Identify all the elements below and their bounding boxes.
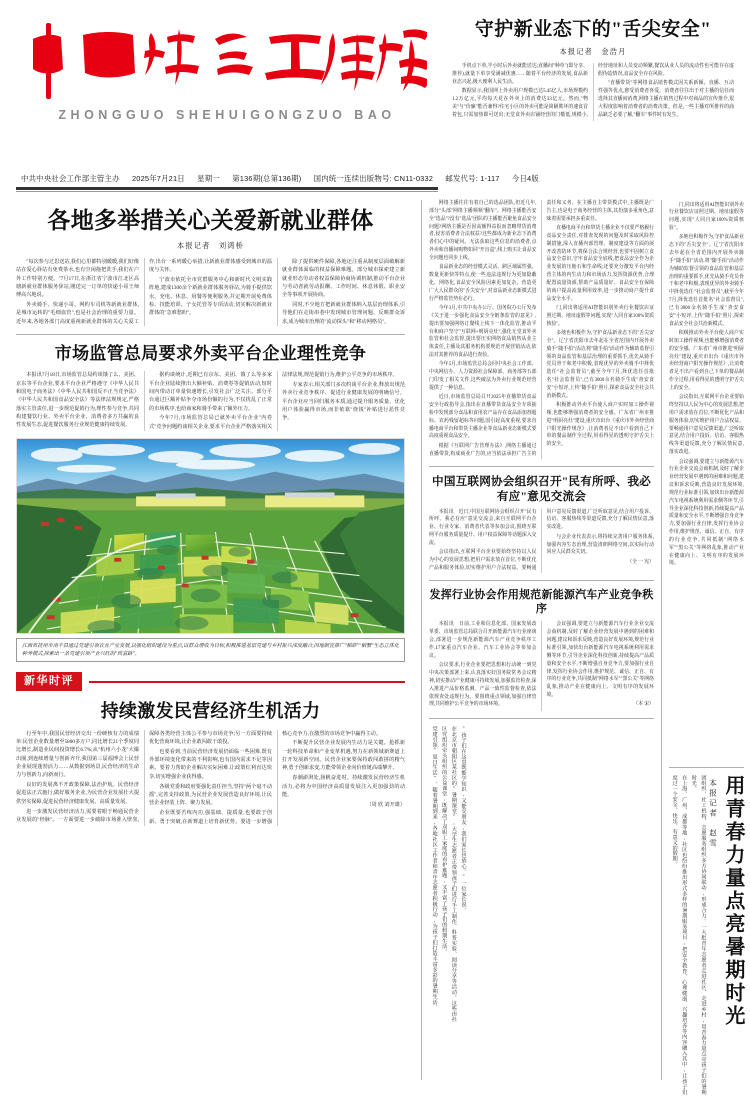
masthead-left xyxy=(16,14,438,122)
commentary-body xyxy=(16,730,405,826)
info-cn-number: 国内统一连续出版物号: CN11-0332 xyxy=(313,174,434,183)
right-lead-headline: 守护新业态下的"舌尖安全" xyxy=(474,19,712,40)
section-divider xyxy=(429,580,654,581)
paragraph: 门,同出将适用AI智能识别外卖行业餐饮店证照过期、地址虚假等问题,实现"人同自家100%资质核验"。 xyxy=(546,305,654,327)
info-date: 2025年7月21日 xyxy=(131,174,185,183)
info-pages: 今日4版 xyxy=(511,174,539,183)
paragraph: 会议指出,互联网平台企业要始终坚持以人民为中心的发展思想,把用户需求放在首位,不断优化产品和服务体验,切实维护用户合法权益。要畅通用户意见反馈渠道,广泛听取意见,结合用户投诉、信访、客服热线等渠道反馈,充分了解民情民意,落实改进。 xyxy=(669,395,744,456)
masthead-info-line xyxy=(16,173,539,184)
lead-byline: 本报记者 刘鸿桥 xyxy=(176,241,245,250)
info-weekday: 星期一 xyxy=(197,174,220,183)
paragraph: 除了提供硬件保障,各地还注重从制度层面破解新就业群体面临的权益保障难题。部分城市探索建立新就业形态劳动者权益保障协商协调机制,推动平台企业与劳动者就劳动报酬、工作时间、休息休假、职业安全等事项开展协商。 xyxy=(282,258,405,299)
section-divider xyxy=(669,767,744,768)
left-article-2-body xyxy=(16,371,405,431)
masthead-rule-thick xyxy=(16,187,438,190)
commentary-signoff: （周 欣 刘开雄） xyxy=(366,801,405,808)
column-divider xyxy=(421,200,422,1080)
paragraph: 行至年中,我国民营经济交出一份硬核有力的成绩单:民营企业数量增至5800多万户,同比增长21个季度同比增长,制造业民间投资增长6.7%;从"杭州六小龙"大爆出圈,到连续增量与创新齐升,我国第三届福博会上民营企业展现蓬勃活力……从数据到场景,民营经济的生命力与创新力,向新而行。 xyxy=(16,730,139,779)
section-divider xyxy=(429,718,654,719)
paragraph: 今年5月,市场监管总局会同中央社会工作部、中央网信办、人力资源社会保障部、商务部等五部门印发了相关文件,这些破法为外卖行业规范经营提供了一种信息。 xyxy=(429,362,537,391)
paragraph: 会议要求,行业企业要把思想和行动统一到党中央决策部署上来,认真落实好国务院常务会议精神,切实推动产业健康可持续发展,加强监管检查,深入推进产品价格监测、产品一致性监督检查,依法依规查处违规行为。要围绕重点领域,加强自律管理,共同维护公平竞争的市场环境。 xyxy=(429,663,537,708)
paragraph: 党建引领"夏日生活"。随着暑期到来,各地社区工作者和青年志愿者积极行动,为孩子们打造丰富多彩的暑期生活。 xyxy=(431,725,438,1010)
lead-headline-block xyxy=(438,14,734,121)
paragraph: 外卖骑手、快递小哥、网约车司机等新就业群体,是城市运转的"毛细血管",也是社会治理的重要力量。近年来,各地各部门高度重视新就业群体的关心关爱工作,出台一系列暖心举措,让新就业群体感受到城市的温度与关怀。 xyxy=(16,258,272,325)
paragraph: 今年3月,中共中央办公厅、国务院办公厅发布《关于进一步强化食品安全全链条监管的意见》,提出要加强网络订餐线上线下一体化监管,推动平台和商户坚守"互联网+明厨亮灶",强化无堂食外卖监管和社会监督,提出要压实网络食品销售从业主体责任,主播及其服务机构要规范开展营销活动,依法对其推荐的食品进行查验。 xyxy=(429,305,537,359)
paragraph: "直播带货"等网络食品销售模式因关系新颖、直播、互动性强等优点,愈受消费者喜爱。消费者往往出于对主播的信任而选择其直播间消费,网络主播在销售过程中对商品的宣传推介,很大程度影响着消费者的消费决策。但是,一些主播对所推荐的商品缺乏必要了解,"翻车"事件时有发生。 xyxy=(598,81,734,118)
left-column xyxy=(16,200,414,1080)
masthead-pinyin: ZHONGGUO SHEHUIGONGZUO BAO xyxy=(58,108,396,122)
vertical-feature-byline: 本报记者 赵雪 xyxy=(708,779,718,849)
paragraph: 根据《互联网广告管理办法》,网络主播通过直播带货,构成商业广告的,应当依法承担广告主的责任和义务。在主播自主带货模式中,主播既是广告主,也是电子商务经营的主体,其扮演多重角色,意味着需要承担多重责任。 xyxy=(429,201,654,457)
lead-body xyxy=(16,258,405,326)
paragraph: 良好的发展离不开政策保障,法治护航。民营经济促进法正式施行,做好服务企业,为民营企业发展壮大提供坚实保障,促进民营经济健康发展、高质量发展。 xyxy=(16,782,139,805)
badge-rule xyxy=(89,681,405,683)
far-right-continuation-body xyxy=(669,200,744,760)
right-article-2-signoff: （全 一 宪） xyxy=(627,559,654,565)
paragraph: 与会企业代表表示,将持续完善用户服务体系,加强内容生态治理,营造清朗网络空间,以实际行动回应人民群众关切。 xyxy=(546,534,654,556)
lead-headline: 各地多举措关心关爱新就业群体 xyxy=(47,208,374,233)
paragraph: 在北京市朝阳区某社区的"暑期课堂",大学生志愿者正带领孩子们进行手工制作、科普实验、阅读分享等活动。这些由社区党组织牵头组织的公益课堂,既解决了双职工家庭的看护难题,又丰富了孩子们的假期生活。 xyxy=(441,725,457,1022)
right-lead-byline: 本报记者 金浩月 xyxy=(559,47,627,56)
photo-block xyxy=(16,438,405,662)
paragraph: 今年7月,市场监管总局已就外卖平台企业"内卷式"竞争问题约谈相关企业,要求平台企业严格落实相关法律法规,规范促销行为,维护公平竞争的市场秩序。 xyxy=(149,372,398,430)
right-article-2-headline: 中国互联网协会组织召开"民有所呼、我必有应"意见交流会 xyxy=(432,474,651,503)
aerial-farmland-photo xyxy=(16,438,405,634)
paragraph: 同时,不少地方把新就业群体纳入基层治理体系,引导他们在走街串巷中发现城市管理问题、反映群众诉求,成为城市治理的"流动探头"和"移动网格员"。 xyxy=(282,302,405,325)
paragraph: 不断提升民营企业发展内生动力是关键。抢抓新一轮科技革命和产业变革机遇,努力在新领域新赛道上打开发展新空间。民营企业家要保持敢闯敢拼的精气神,勇于创新求变,方能带领企业向价值链高端攀升。 xyxy=(282,740,405,772)
vertical-feature-body-left xyxy=(429,726,654,1026)
paragraph: 直播电商平台和带货主播企业不仅要严格履行食品安全责任,对排查发现的问题及时采取风险控制措施,深入直播内部管理、制度建设等方面的展开改善防环节,将保合法合规经营,也要牢固树立食品安全意识,守牢食品安全底线,把食品安全作为企业发展的压舱石和生命线;还要充分激发平台内经营主体的内生动力和市场活力,发挥资源优势,合理配置流量资源,帮助产品质量好、食品安全有保障的商户提高流量利用效率,进一步推动商户提升食品安全水平。 xyxy=(546,226,654,302)
commentary-badge-row xyxy=(16,672,405,691)
paragraph: 多地也积极作为,守护食品新业态下的"舌尖安全"。辽宁省沈阳市去年起在全省范围内开展外卖骑手"随手拍"活动,将"随手拍"活动作为辅助监督引领的食品监管和基层治理的重要抓手,优先从骑手党员骨干和老中积极,表现优异的外卖骑手中择优选任"社会监督员",截至今年7月,择优选任首批名"社会监督员",已有3000余名骑手生成"查安食安"小短评,上传"随手拍"照片,探索食品安全社会共治新模式。 xyxy=(546,331,654,399)
paragraph: 企业既要苦练内功,强基础、提质量,也要敢于创新、勇于突破,在新赛道上培育新优势。要进一步增强核心竞争力,在激烈的市场竞争中赢得主动。 xyxy=(149,730,381,825)
xinhua-commentary-badge: 新华时评 xyxy=(16,672,82,691)
paragraph: "每次参与过思送站,我们心里都特别暖暖,我们好像站在爱心驿站有免费茶水,也有空闲拖把洗手,我们在户外工作特别方便。"7月17日,在浙江省宁波市江北区高塘新就业群体服务驿站,刚送完一订单的快递小哥王师傅高兴地说。 xyxy=(16,258,139,299)
paragraph: 也要看到,当前民营经济发展仍面临一些困难,既有外部环境变化带来的不利影响,也有国内需求不足等因素。要着力帮助企业解决实际困难,让政策红利直达快享,切实增强企业获得感。 xyxy=(149,748,272,780)
paragraph: 会议强调,要建立与新能源汽车行业企业交流会商机制,及时了解企业经营发展中遇到的困难和问题,建议和诉求反映,营造良好发展环境,规范行业标准引领,加快出台新能源汽车电视系统利用需求侧等环节,引导企业深化科技创新,持续提高产品质量和安全水平,不断增强自身竞争力,要加强行业自律,发挥行业协会作用,维护规范、诚信、正自、有序的行业竞争,共同抵制"网络水军""黑公关"等网络乱象,推动产业在健康向上、文明有序的发展环境。 xyxy=(546,622,654,699)
paragraph-text: 7月18日,市场监管总局约谈饿了么、美团、京东等平台企业,要求平台企业严格遵守《中华人民共和国电子商务法》《中华人民共和国反不正当竞争法》《中华人民共和国食品安全法》等法律法规规定,严格落实主管责任,进一步规范促销行为,理性参与竞争,共同构建餐饮行业、外卖平台企业、消费者多方共赢的良性发展生态,促进餐饮服务行业规范健康持续发展。 xyxy=(16,372,139,429)
right-column-group xyxy=(429,200,744,1095)
right-article-2-body xyxy=(429,509,654,573)
newspaper-logo xyxy=(16,14,438,112)
paragraph: 本报讯 日前,工业和信息化部、国家发展改革委、市场监管总局联合召开新能源汽车行业座谈会,部署进一步规范新能源汽车产业竞争秩序工作,17家重点汽车企业、汽车工业协会等参加会议。 xyxy=(429,622,537,659)
paragraph: 积极推动外卖平台使人商户实时加工操作视频,也能够增强消费者的安全感。广东省广州市推进"明厨亮灶"建设,重庆市出台《重庆市外卖经营商户阳光操作规范》,让消费者足不出户看到自己下单的餐品制作全过程,用看得见的透明守护舌尖上的安全。 xyxy=(669,331,744,391)
paragraph: 积极推动外卖平台使人商户实时加工操作视频,也能够增强消费者的安全感。广东省广州市推进"明厨亮灶"建设,重庆市出台《重庆市外卖经营商户阳光操作规范》,让消费者足不出户看到自己下单的餐品制作全过程,用看得见的透明守护舌尖上的安全。 xyxy=(546,403,654,448)
paragraph: 据约谈统计,近期已有京东、美团、饿了么等多家平台企业陆续推出大额补贴、消费券等促销活动,短时间内带动订单量快速增长,引发社会广泛关注。部分平台通过巨额补贴争夺市场份额的行为,不仅扰乱了正常的市场秩序,也给商家和骑手带来了额外压力。 xyxy=(149,372,272,412)
paragraph: 团组织、社工机构、志愿服务组织多方协同联动,形成合力。一大批青年志愿者走进社区、走进乡村,用青春力量点亮孩子们的暑期时光。 xyxy=(690,775,707,1095)
masthead-rule-thin xyxy=(16,191,438,192)
right-article-3-signoff: （本 宋） xyxy=(633,702,654,708)
right-article-1-body xyxy=(429,200,654,459)
paragraph: 会议强调,要建立与新能源汽车行业企业交流会商机制,及时了解企业经营发展中遇到的困难和问题,建议和诉求反映,营造良好发展环境,规范行业标准引领,加快出台新能源汽车电视系统利用需求侧等环节,引导企业深化科技创新,持续提高产品质量和安全水平,不断增强自身竞争力,要加强行业自律,发挥行业协会作用,维护规范、诚信、正自、有序的行业竞争,共同抵制"网络水军""黑公关"等网络乱象,推动产业在健康向上、文明有序的发展环境。 xyxy=(669,459,744,567)
vertical-feature-block xyxy=(669,775,744,1105)
masthead-calligraphy-icon xyxy=(27,17,427,109)
dateline: 本报讯 xyxy=(26,372,42,379)
left-article-2-headline: 市场监管总局要求外卖平台企业理性竞争 xyxy=(54,344,367,364)
paragraph: 多地也积极作为,守护食品新业态下的"舌尖安全"。辽宁省沈阳市去年起在全省范围内开展外卖骑手"随手拍"活动,将"随手拍"活动作为辅助监督引领的食品监管和基层治理的重要抓手,优先从骑手党员骨干和老中积极,表现优异的外卖骑手中择优选任"社会监督员",截至今年7月,择优选任首批名"社会监督员",已有3000余名骑手生成"查安食安"小短评,上传"随手拍"照片,探索食品安全社会共治新模式。 xyxy=(669,235,744,327)
paragraph: 本报讯 近日,中国互联网协会组织召开"民有所呼、我必有应"意见交流会,来自互联网平台企业、行业专家、消费者代表等参加会议,围绕互联网平台服务质量提升、用户权益保障等话题深入交流。 xyxy=(429,509,537,546)
info-postal-code: 邮发代号: 1-117 xyxy=(445,174,500,183)
paragraph: 春潮澎湃处,扬帆奋进时。持续激发民营经济生机活力,必将为中国经济高质量发展注入更加强劲的动能。 xyxy=(282,775,405,798)
photo-caption: 江西省抚州市南丰县通过党建引领农业产业发展,以强化组织建设为重点,以群众增收为目标,积极推进基层党建与乡村振兴深度融合,因地制宜推广"稻虾""稻蟹"生态立体化种养模式,探索出一条党建引领产业兴旺的"致富路"。 xyxy=(16,638,405,662)
section-divider xyxy=(429,466,654,467)
paragraph: 进一步激发民营经济活力,需要着眼于畅通民营企业发展的"经脉"。一方面要进一步破除市场准入壁垒,保障各类经营主体公平参与市场竞争;另一方面要持续优化营商环境,让企业敢闯敢干敢投。 xyxy=(16,730,272,823)
paragraph: 手机点下单,半小时后外卖就能送达;直播间"种草"(即分享、推荐),就量下单享受满减优惠……随着平台经济的发展,食品新业态兴起,极大便利人民生活。 xyxy=(452,63,588,85)
paragraph: 食品新业态的经营模式灵活、跨区域属性强、数量更新快等特点,使一些违法违规行为更加隐蔽化、网络化,食品安全风险因素更加复杂。营造更广大人民群众的"舌尖安全",对食品新业态新模式进行严格监管势在必行。 xyxy=(429,265,537,302)
paragraph: 各级党委和政府要强化责任担当,坚持"两个毫不动摇",完善支持政策,为民营企业发展营造良好环境,让民营企业轻装上阵、聚力发展。 xyxy=(149,783,272,807)
far-right-column xyxy=(661,200,744,1095)
right-article-3-body xyxy=(429,621,654,710)
paragraph: 数据显示,我国网上外卖用户规模已达5.45亿人,市场规模约1.2万亿元,平均每天花在外卖上的消费达33亿元。然而,"物美"与"价廉"能否兼得?住宅小区的外卖可能是简陋欺坏的速食冒着包,只需加热即可送出;无堂食外卖店铺经营的门槛低,规模小,经营地址和人员变动频繁,餐饮从业人员的流动性也可能存在虚假伪造情况,食品安全存在风险。 xyxy=(452,63,734,118)
paragraph: 近日,市场监管总局召开2025年直播带货食品安全行政指导会,指出在直播带货食品安全专项抽检中发现部分食品和食用农产品存在食品添加剂超标、农药残留超标等问题,国引起高度重视,要求直播电商平台和带货主播企业等食品新业态新模式要高度重视食品安全。 xyxy=(429,395,537,440)
paragraph xyxy=(16,371,139,429)
info-publisher: 中共中央社会工作部主管主办 xyxy=(21,174,120,183)
paragraph: 门,同出将适用AI智能识别外卖行业餐饮店证照过期、地址虚假等问题,实现"人同自家100%资质核验"。 xyxy=(669,202,744,232)
section-divider xyxy=(16,334,405,335)
info-issue: 第136期(总第136期) xyxy=(232,174,302,183)
masthead xyxy=(16,14,734,164)
paragraph: 宁波市依托全市党群服务中心和新时代文明实践阵地,建成1300余个新就业群体服务驿站,为骑手提供饮水、充电、休息、用餐等便利服务,并定期开展免费体检、技能培训、子女托管等专项活动,切实解决新就业群体的"急难愁盼"。 xyxy=(149,277,272,317)
right-main-column xyxy=(429,200,661,1080)
paragraph: 网络主播往往有着自己的选品团队,但近几年,部分"头部"网络主播频频"翻车"。网络主播能否安全"选品"?没有"选品"团队的主播能否避免食品安全问题?网络主播是否因高额得益报而忽略带货消费者,侵害消费者合法权益?这些都成为新业态下消费者们心中的疑问。无法获取这些信息的消费者,点外卖和直播间购物如同"开盲盒",线上购买让食品安全问题也同步上线。 xyxy=(429,201,537,261)
right-article-3-headline: 发挥行业协会作用规范新能源汽车产业竞争秩序 xyxy=(429,588,654,616)
paragraph: "孩子们在这里既能学知识,又能交朋友,我们家长也放心。"一位家长说。 xyxy=(460,725,467,913)
main-content-grid xyxy=(16,200,744,1095)
commentary-headline: 持续激发民营经济生机活力 xyxy=(100,701,321,722)
paragraph: 专家表示,相关部门多次约谈平台企业,释放出规范外卖行业竞争秩序、促进行业健康发展的明确信号。平台企业应当回归服务本质,通过提升服务质量、优化用户体验赢得市场,而非依靠"烧钱"补贴进行恶性竞争。 xyxy=(282,382,405,422)
right-lead-body-top xyxy=(452,63,734,121)
paragraph: 会议指出,互联网平台企业要始终坚持以人民为中心的发展思想,把用户需求放在首位,不断优化产品和服务体验,切实维护用户合法权益。要畅通用户意见反馈渠道,广泛听取意见,结合用户投诉、信访、客服热线等渠道反馈,充分了解民情民意,落实改进。 xyxy=(429,509,654,572)
paragraph: 在上海、广州、成都等地,社区也纷纷推出形式多样的暑期服务项目,把安全教育、心理健康、兴趣培养等内容融入其中,让孩子们度过一个安全、快乐、有意义的假期。 xyxy=(671,775,688,1095)
vertical-feature-headline: 用青春力量点亮暑期时光 xyxy=(721,775,744,1028)
